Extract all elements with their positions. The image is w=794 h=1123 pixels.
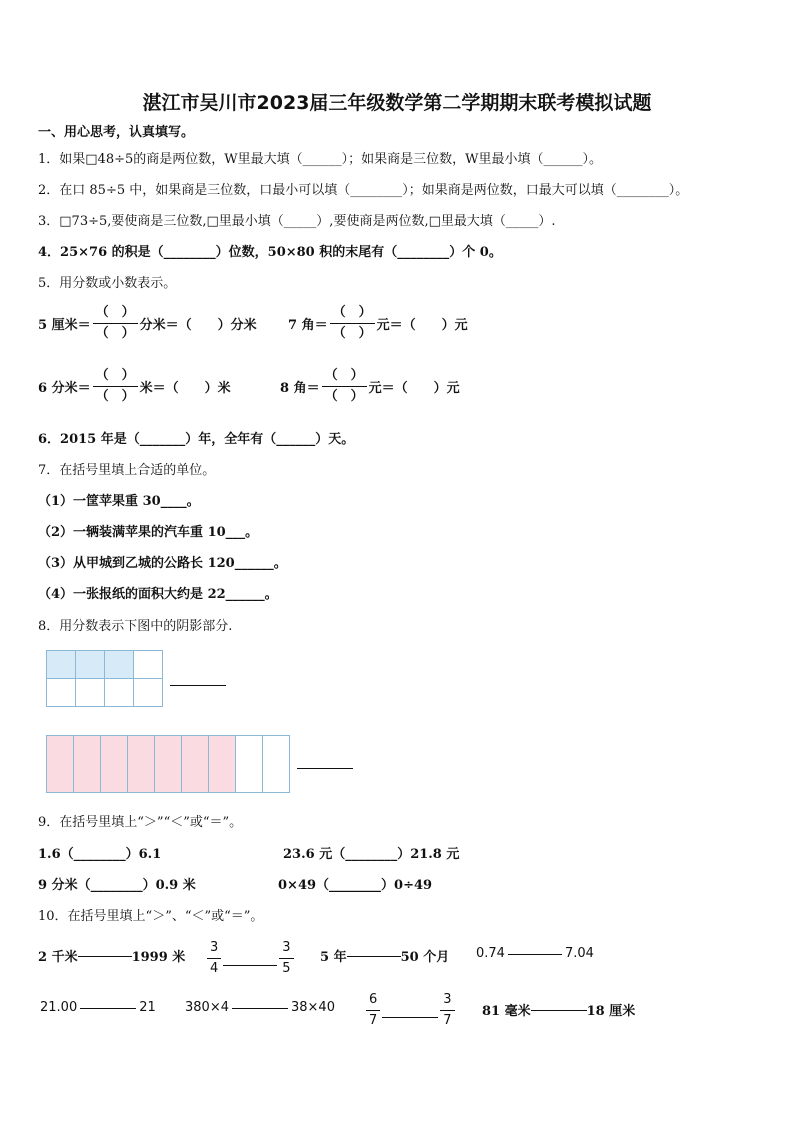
q5a-unit: 分米＝（ ）分米: [139, 318, 257, 333]
grid-cell: [47, 679, 76, 707]
question-7-3: （3）从甲城到乙城的公路长 120______。: [38, 556, 287, 571]
answer-blank: [223, 964, 277, 966]
question-8: 8．用分数表示下图中的阴影部分.: [38, 619, 233, 634]
q5d-unit: 元＝（ ）元: [368, 381, 460, 396]
grid-2-answer-line: [297, 768, 353, 769]
q10r1-frac1-den: 4: [210, 961, 219, 976]
q5d-denominator: （ ）: [324, 389, 364, 404]
q10-row1-item-a: [38, 946, 185, 965]
grid-cell: [76, 651, 105, 679]
strip-cell: [263, 736, 290, 793]
q10-row2-item-c: [364, 990, 457, 1031]
answer-blank: [382, 1016, 438, 1018]
grid-cell: [76, 679, 105, 707]
q10-row1-item-b: [205, 938, 296, 979]
q10-row2-item-b: [185, 1000, 335, 1015]
grid-cell: [134, 679, 163, 707]
q10r2-frac1-num: 6: [369, 992, 378, 1007]
q5b-numerator: （ ）: [332, 305, 372, 320]
q10-row1-item-c: [320, 946, 449, 965]
q5-item-c: [38, 366, 231, 407]
q10r2-frac2: [440, 990, 454, 1031]
q9-item-a: 1.6（________）6.1: [38, 847, 162, 862]
q10r1-a2: 1999 米: [131, 950, 186, 965]
q10r2-frac2-den: 7: [443, 1013, 452, 1028]
question-7-1: （1）一筐苹果重 30____。: [38, 494, 200, 509]
q5-item-b: [288, 303, 468, 344]
q9-item-c: 9 分米（________）0.9 米: [38, 878, 196, 893]
strip-cell: [182, 736, 209, 793]
q10r1-c: 5 年: [320, 950, 347, 965]
q10r1-frac1-num: 3: [210, 940, 219, 955]
answer-blank: [531, 1009, 587, 1011]
q10r1-a: 2 千米: [38, 950, 78, 965]
q5-item-d: [280, 366, 460, 407]
q5a-numerator: （ ）: [95, 305, 135, 320]
q5b-denominator: （ ）: [332, 326, 372, 341]
q10-row2-item-a: [40, 1000, 156, 1015]
q10r2-d: 81 毫米: [482, 1004, 531, 1019]
answer-blank: [80, 1007, 136, 1009]
grid-cell: [134, 651, 163, 679]
q5d-fraction: [322, 366, 367, 407]
grid-cell: [47, 651, 76, 679]
strip-cell: [155, 736, 182, 793]
q10r1-d: 0.74: [476, 946, 505, 961]
q10r2-d2: 18 厘米: [586, 1004, 636, 1019]
page-title: 湛江市吴川市2023届三年级数学第二学期期末联考模拟试题: [142, 92, 652, 114]
answer-blank: [508, 953, 562, 955]
grid-1-answer-line: [170, 685, 226, 686]
q5b-left: 7 角＝: [288, 318, 328, 333]
strip-cell: [74, 736, 101, 793]
q5c-unit: 米＝（ ）米: [139, 381, 231, 396]
q5a-fraction: [93, 303, 138, 344]
answer-blank: [232, 1007, 288, 1009]
q10-row2-item-d: [482, 1000, 635, 1019]
q10r2-a2: 21: [139, 1000, 156, 1015]
q10r2-b: 380×4: [185, 1000, 229, 1015]
q10r2-frac2-num: 3: [443, 992, 452, 1007]
q10r1-frac2-den: 5: [282, 961, 291, 976]
q10r2-b2: 38×40: [290, 1000, 335, 1015]
question-6: 6．2015 年是（_______）年，全年有（______）天。: [38, 432, 355, 447]
q5c-denominator: （ ）: [95, 389, 135, 404]
strip-cell: [101, 736, 128, 793]
q5d-left: 8 角＝: [280, 381, 320, 396]
question-1: 1．如果□48÷5的商是两位数，W里最大填（______）；如果商是三位数，W里最小填（______）。: [38, 152, 602, 167]
strip-cell: [128, 736, 155, 793]
q9-item-d: 0×49（________）0÷49: [278, 878, 433, 893]
q5c-left: 6 分米＝: [38, 381, 91, 396]
q9-item-b: 23.6 元（________）21.8 元: [283, 847, 460, 862]
q5-item-a: [38, 303, 257, 344]
q10r1-frac2: [279, 938, 293, 979]
q5c-numerator: （ ）: [95, 368, 135, 383]
q5b-fraction: [330, 303, 375, 344]
q5b-unit: 元＝（ ）元: [376, 318, 468, 333]
q10r2-frac1: [366, 990, 380, 1031]
q5c-fraction: [93, 366, 138, 407]
q10r2-frac1-den: 7: [369, 1013, 378, 1028]
answer-blank: [78, 955, 132, 957]
q10r2-a: 21.00: [40, 1000, 78, 1015]
q10r1-frac1: [207, 938, 221, 979]
question-10: 10．在括号里填上“＞”、“＜”或“＝”。: [38, 909, 264, 924]
q5a-left: 5 厘米＝: [38, 318, 91, 333]
strip-cell: [209, 736, 236, 793]
q10r1-c2: 50 个月: [400, 950, 450, 965]
fraction-grid-2: [46, 735, 290, 793]
question-3: 3．□73÷5,要使商是三位数,□里最小填（_____）,要使商是两位数,□里最大填（_____）.: [38, 214, 556, 229]
q5a-denominator: （ ）: [95, 326, 135, 341]
strip-cell: [47, 736, 74, 793]
question-7-2: （2）一辆装满苹果的汽车重 10___。: [38, 525, 259, 540]
strip-cell: [236, 736, 263, 793]
q10r1-d2: 7.04: [564, 946, 594, 961]
answer-blank: [347, 955, 401, 957]
q10-row1-item-d: [476, 946, 594, 961]
grid-cell: [105, 651, 134, 679]
section-heading: 一、用心思考，认真填写。: [38, 125, 195, 140]
question-5: 5．用分数或小数表示。: [38, 276, 177, 291]
grid-cell: [105, 679, 134, 707]
question-7: 7．在括号里填上合适的单位。: [38, 463, 216, 478]
fraction-grid-1: [46, 650, 163, 707]
question-9: 9．在括号里填上“＞”“＜”或“＝”。: [38, 815, 243, 830]
q10r1-frac2-num: 3: [282, 940, 291, 955]
question-2: 2．在口 85÷5 中，如果商是三位数，口最小可以填（________）；如果商是两位数，口最大可以填（________）。: [38, 183, 689, 198]
question-7-4: （4）一张报纸的面积大约是 22______。: [38, 587, 278, 602]
q5d-numerator: （ ）: [324, 368, 364, 383]
question-4: 4．25×76 的积是（________）位数，50×80 积的末尾有（________）个 0。: [38, 245, 502, 260]
